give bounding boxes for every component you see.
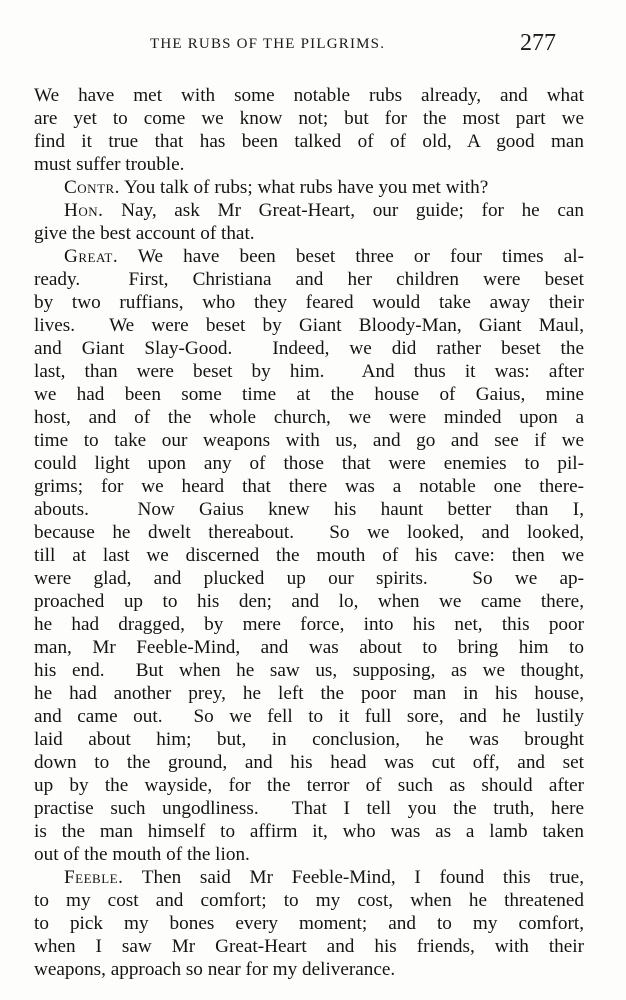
- text-line: time to take our weapons with us, and go and see if we: [34, 430, 584, 451]
- text-line: to pick my bones every moment; and to my comfort,: [34, 913, 584, 934]
- text-line: [34, 176, 584, 199]
- text-line: practise such ungodliness. That I tell you the truth, here: [34, 798, 584, 819]
- text-line: we had been some time at the house of Gaius, mine: [34, 384, 584, 405]
- text-line: could light upon any of those that were enemies to pil-: [34, 453, 584, 474]
- text-line: proached up to his den; and lo, when we came there,: [34, 591, 584, 612]
- speech-text: You talk of rubs; what rubs have you met with?: [119, 177, 489, 198]
- text-line: [34, 199, 584, 222]
- text-line: down to the ground, and his head was cut off, and set: [34, 752, 584, 773]
- body-text: [34, 84, 584, 981]
- speaker-label: Hon.: [64, 200, 104, 221]
- speech-text: We have been beset three or four times al-: [118, 246, 584, 267]
- text-line: give the best account of that.: [34, 223, 255, 244]
- text-line: to my cost and comfort; to my cost, when he threatened: [34, 890, 584, 911]
- text-line: laid about him; but, in conclusion, he was brought: [34, 729, 584, 750]
- speaker-label: Contr.: [64, 177, 120, 198]
- text-line: he had another prey, he left the poor man in his house,: [34, 683, 584, 704]
- text-line: and came out. So we fell to it full sore, and he lustily: [34, 706, 584, 727]
- text-line: last, than were beset by him. And thus it was: after: [34, 361, 584, 382]
- speaker-label: Great.: [64, 246, 119, 267]
- text-line: abouts. Now Gaius knew his haunt better than I,: [34, 499, 584, 520]
- text-line: were glad, and plucked up our spirits. So we ap-: [34, 568, 584, 589]
- paragraph: [34, 866, 584, 981]
- text-line: are yet to come we know not; but for the most part we: [34, 108, 584, 129]
- text-line: when I saw Mr Great-Heart and his friends, with their: [34, 936, 584, 957]
- running-head: THE RUBS OF THE PILGRIMS.: [150, 36, 386, 52]
- text-line: till at last we discerned the mouth of his cave: then we: [34, 545, 584, 566]
- paragraph: [34, 245, 584, 866]
- text-line: man, Mr Feeble-Mind, and was about to bring him to: [34, 637, 584, 658]
- text-line: his end. But when he saw us, supposing, as we thought,: [34, 660, 584, 681]
- text-line: We have met with some notable rubs already, and what: [34, 85, 584, 106]
- text-line: host, and of the whole church, we were minded upon a: [34, 407, 584, 428]
- paragraph: [34, 199, 584, 245]
- text-line: find it true that has been talked of of old, A good man: [34, 131, 584, 152]
- speech-text: Nay, ask Mr Great-Heart, our guide; for he can: [103, 200, 584, 221]
- text-line: because he dwelt thereabout. So we looked, and looked,: [34, 522, 584, 543]
- text-line: weapons, approach so near for my deliverance.: [34, 959, 396, 980]
- paragraph: [34, 84, 584, 176]
- text-line: and Giant Slay-Good. Indeed, we did rather beset the: [34, 338, 584, 359]
- text-line: by two ruffians, who they feared would take away their: [34, 292, 584, 313]
- text-line: is the man himself to affirm it, who was as a lamb taken: [34, 821, 584, 842]
- speaker-label: Feeble.: [64, 867, 124, 888]
- speech-text: Then said Mr Feeble-Mind, I found this true,: [123, 867, 584, 888]
- text-line: he had dragged, by mere force, into his net, this poor: [34, 614, 584, 635]
- paragraph: [34, 176, 584, 199]
- text-line: [34, 245, 584, 268]
- text-line: ready. First, Christiana and her children were beset: [34, 269, 584, 290]
- page-number: 277: [520, 30, 556, 56]
- text-line: [34, 866, 584, 889]
- text-line: grims; for we heard that there was a notable one there-: [34, 476, 584, 497]
- text-line: up by the wayside, for the terror of such as should after: [34, 775, 584, 796]
- text-line: must suffer trouble.: [34, 154, 185, 175]
- text-line: lives. We were beset by Giant Bloody-Man, Giant Maul,: [34, 315, 584, 336]
- text-line: out of the mouth of the lion.: [34, 844, 250, 865]
